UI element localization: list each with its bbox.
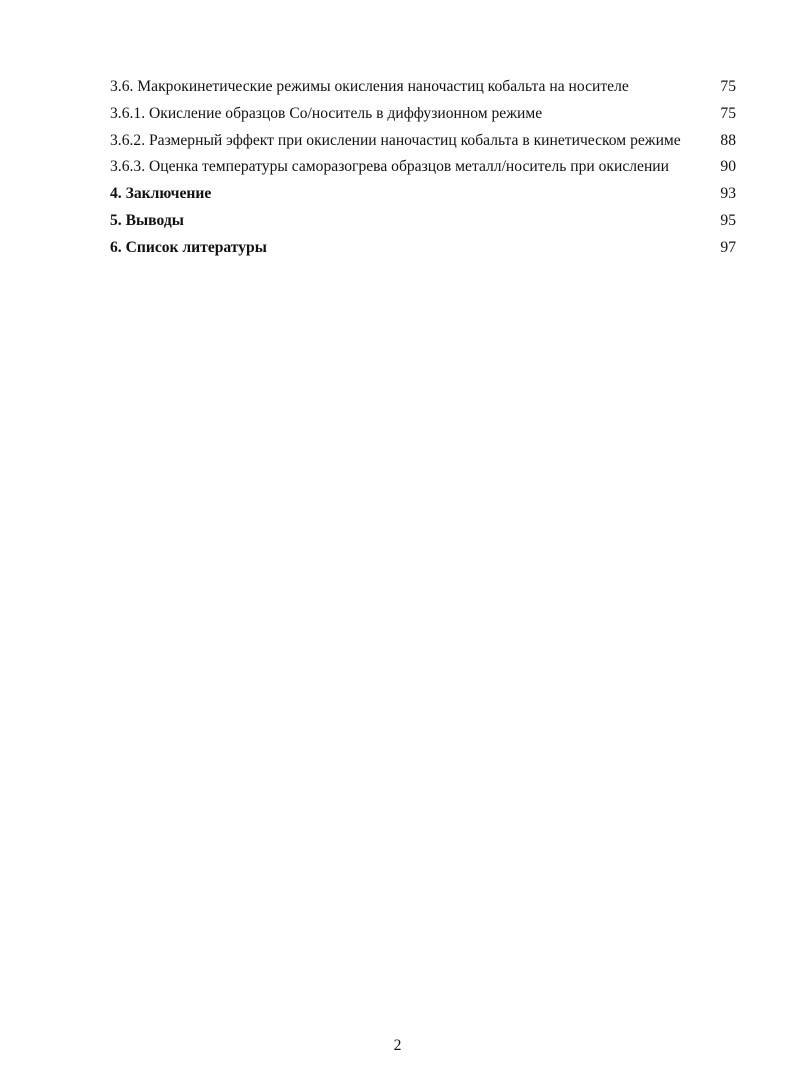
toc-entry-page: 90 bbox=[720, 158, 736, 176]
toc-entry-page: 88 bbox=[720, 131, 736, 149]
toc-entry-title: 3.6.3. Оценка температуры саморазогрева образцов металл/носитель при окислении bbox=[110, 158, 669, 176]
toc-entry-title: 4. Заключение bbox=[110, 185, 212, 203]
toc-entry-title: 3.6.2. Размерный эффект при окислении наночастиц кобальта в кинетическом режиме bbox=[110, 131, 681, 149]
toc-entry bbox=[110, 77, 738, 104]
toc-entry bbox=[110, 157, 738, 184]
toc-entry-page: 95 bbox=[720, 211, 736, 229]
toc-entry-chapter bbox=[110, 238, 738, 265]
table-of-contents bbox=[110, 77, 738, 265]
toc-entry-page: 97 bbox=[720, 238, 736, 256]
toc-entry bbox=[110, 131, 738, 158]
toc-entry-chapter bbox=[110, 184, 738, 211]
toc-entry-title: 3.6. Макрокинетические режимы окисления наночастиц кобальта на носителе bbox=[110, 78, 629, 95]
toc-entry-title: 6. Список литературы bbox=[110, 238, 267, 256]
toc-entry-chapter bbox=[110, 211, 738, 238]
toc-entry-page: 75 bbox=[720, 104, 736, 122]
toc-entry-page: 75 bbox=[720, 78, 736, 95]
page-number: 2 bbox=[393, 1037, 402, 1054]
toc-entry bbox=[110, 104, 738, 131]
toc-entry-title: 3.6.1. Окисление образцов Со/носитель в диффузионном режиме bbox=[110, 104, 543, 122]
toc-entry-title: 5. Выводы bbox=[110, 211, 184, 229]
toc-entry-page: 93 bbox=[720, 185, 736, 203]
